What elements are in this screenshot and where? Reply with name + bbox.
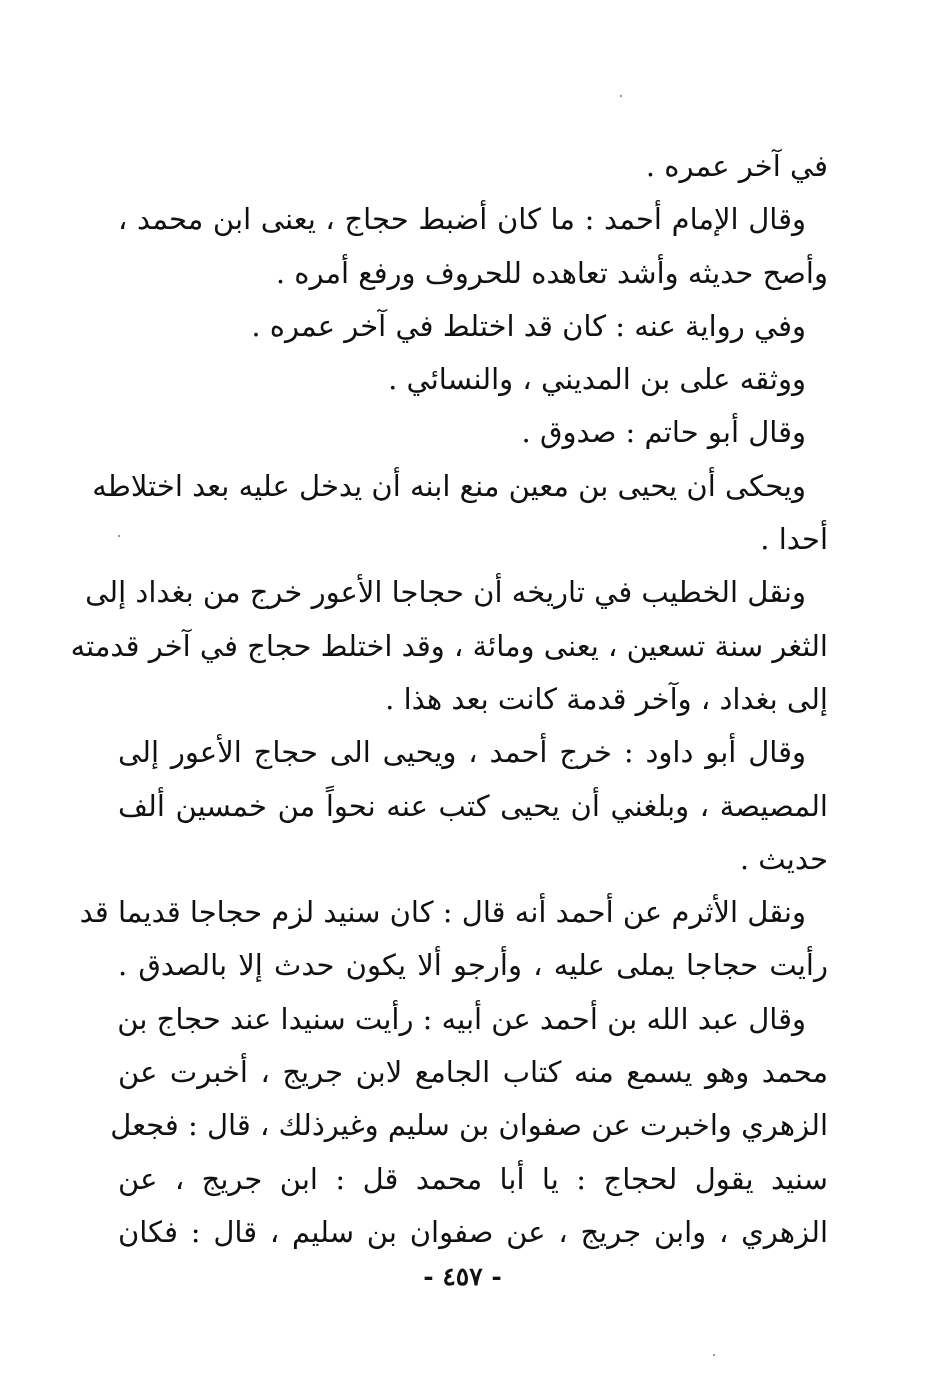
text-line: في آخر عمره . bbox=[645, 149, 828, 183]
text-line: الزهري ، وابن جريج ، عن صفوان بن سليم ، قال : فكان bbox=[118, 1214, 828, 1249]
text-line: أحدا . bbox=[760, 522, 828, 557]
text-line: ويحكى أن يحيى بن معين منع ابنه أن يدخل عليه بعد اختلاطه bbox=[92, 468, 806, 503]
text-line: المصيصة ، وبلغني أن يحيى كتب عنه نحواً من خمسين ألف bbox=[118, 788, 828, 823]
text-line: وقال عبد الله بن أحمد عن أبيه : رأيت سنيدا عند حجاج بن bbox=[117, 1001, 806, 1036]
text-line: الزهري واخبرت عن صفوان بن سليم وغيرذلك ، قال : فجعل bbox=[110, 1108, 828, 1143]
page-body bbox=[70, 140, 828, 1259]
text-line: وفي رواية عنه : كان قد اختلط في آخر عمره . bbox=[251, 308, 806, 343]
text-line: حديث . bbox=[739, 841, 828, 876]
text-line: ونقل الأثرم عن أحمد أنه قال : كان سنيد لزم حجاجا قديما قد bbox=[79, 895, 806, 930]
text-line: محمد وهو يسمع منه كتاب الجامع لابن جريج ، أخبرت عن bbox=[118, 1055, 828, 1090]
scan-speck bbox=[620, 95, 622, 97]
text-line: رأيت حجاجا يملى عليه ، وأرجو ألا يكون حدث إلا بالصدق . bbox=[118, 948, 828, 983]
scan-speck bbox=[118, 535, 120, 537]
text-line: ونقل الخطيب في تاريخه أن حجاجا الأعور خرج من بغداد إلى bbox=[85, 575, 806, 610]
page-number: - ٤٥٧ - bbox=[423, 1262, 502, 1291]
text-line: إلى بغداد ، وآخر قدمة كانت بعد هذا . bbox=[385, 681, 828, 716]
text-line: سنيد يقول لحجاج : يا أبا محمد قل : ابن جريج ، عن bbox=[118, 1161, 828, 1196]
text-line: وأصح حديثه وأشد تعاهده للحروف ورفع أمره . bbox=[275, 255, 828, 290]
text-line: وقال الإمام أحمد : ما كان أضبط حجاج ، يعنى ابن محمد ، bbox=[118, 202, 806, 237]
text-line: ووثقه على بن المديني ، والنسائي . bbox=[388, 362, 806, 397]
text-line: وقال أبو داود : خرج أحمد ، ويحيى الى حجاج الأعور إلى bbox=[118, 735, 806, 770]
text-line: وقال أبو حاتم : صدوق . bbox=[521, 415, 806, 450]
text-line: الثغر سنة تسعين ، يعنى ومائة ، وقد اختلط حجاج في آخر قدمته bbox=[70, 628, 828, 663]
scan-speck bbox=[713, 1354, 715, 1356]
